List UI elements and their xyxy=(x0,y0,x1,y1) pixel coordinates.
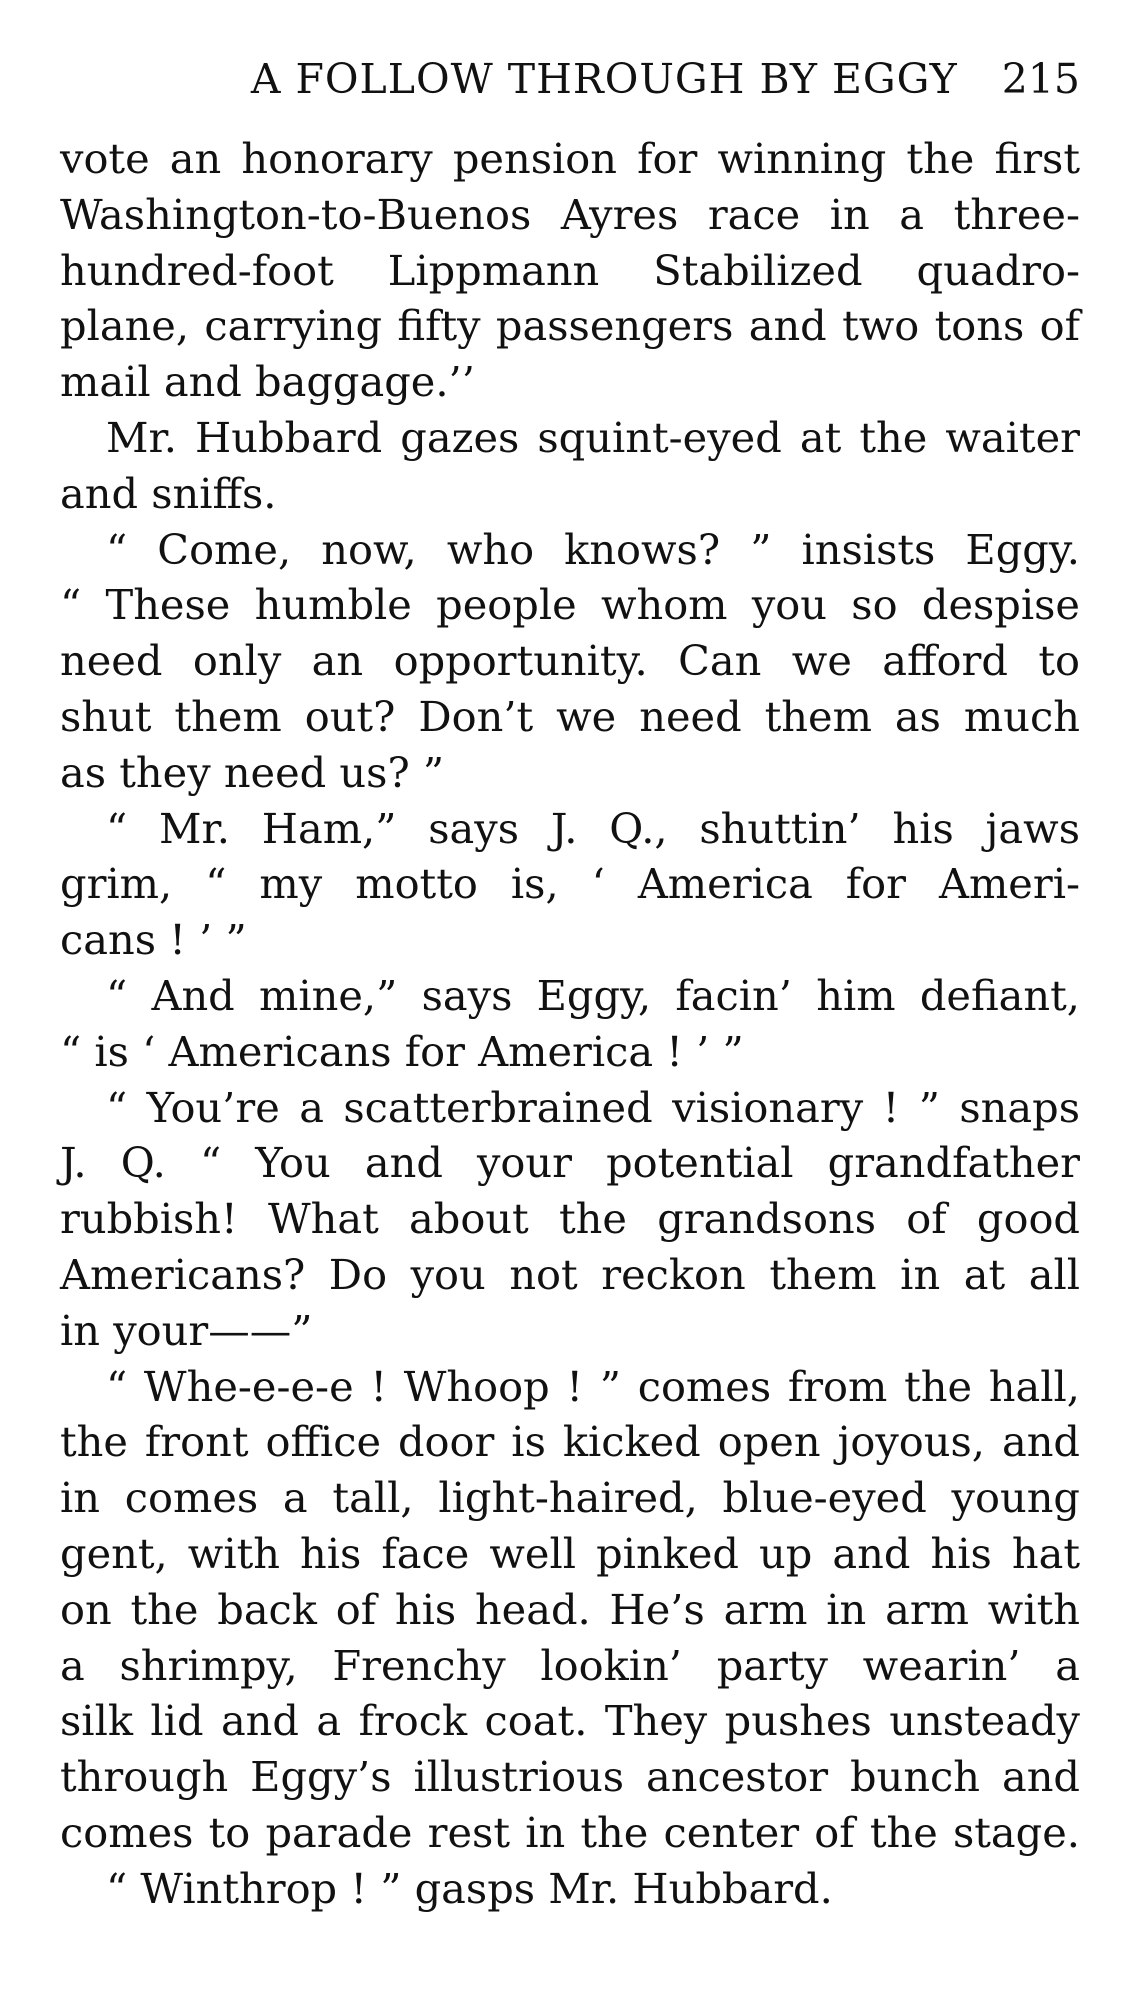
text-line: “ Mr. Ham,” says J. Q., shuttin’ his jaws xyxy=(106,803,1080,853)
text-line: and sniffs. xyxy=(60,468,277,518)
text-line: Mr. Hubbard gazes squint-eyed at the waiter xyxy=(106,412,1080,462)
text-line: comes to parade rest in the center of the stage. xyxy=(60,1807,1080,1857)
text-line: grim, “ my motto is, ‘ America for Ameri- xyxy=(60,859,1080,909)
text-line: Americans? Do you not reckon them in at all xyxy=(60,1249,1080,1299)
text-line: shut them out? Don’t we need them as much xyxy=(60,691,1080,741)
text-line: a shrimpy, Frenchy lookin’ party wearin’ a xyxy=(60,1640,1080,1690)
book-page xyxy=(60,55,1080,1917)
page-header xyxy=(60,55,1080,117)
text-line: the front office door is kicked open joyous, and xyxy=(60,1417,1080,1467)
text-line: plane, carrying fifty passengers and two tons of xyxy=(60,301,1080,351)
page-number: 215 xyxy=(1001,55,1080,103)
text-line: “ Whe-e-e-e ! Whoop ! ” comes from the hall, xyxy=(106,1361,1080,1411)
text-line: hundred-foot Lippmann Stabilized quadro- xyxy=(60,245,1080,295)
text-line: “ You’re a scatterbrained visionary ! ” snaps xyxy=(106,1082,1080,1132)
text-line: J. Q. “ You and your potential grandfather xyxy=(60,1138,1080,1188)
text-line: “ These humble people whom you so despise xyxy=(60,580,1080,630)
text-line: “ Winthrop ! ” gasps Mr. Hubbard. xyxy=(106,1863,833,1913)
body-text xyxy=(60,131,1080,1917)
text-line: in comes a tall, light-haired, blue-eyed young xyxy=(60,1473,1080,1523)
text-line: through Eggy’s illustrious ancestor bunch and xyxy=(60,1752,1080,1802)
text-line: cans ! ’ ” xyxy=(60,915,247,965)
text-line: on the back of his head. He’s arm in arm with xyxy=(60,1584,1080,1634)
text-line: silk lid and a frock coat. They pushes unsteady xyxy=(60,1696,1080,1746)
text-line: Washington-to-Buenos Ayres race in a three- xyxy=(60,189,1080,239)
text-line: “ Come, now, who knows? ” insists Eggy. xyxy=(106,524,1080,574)
text-line: as they need us? ” xyxy=(60,747,445,797)
text-line: vote an honorary pension for winning the first xyxy=(60,134,1080,183)
running-head: A FOLLOW THROUGH BY EGGY xyxy=(250,55,958,103)
text-line: gent, with his face well pinked up and his hat xyxy=(60,1528,1080,1578)
text-line: in your——” xyxy=(60,1305,313,1355)
text-line: rubbish! What about the grandsons of good xyxy=(60,1194,1080,1244)
text-line: “ And mine,” says Eggy, facin’ him defiant, xyxy=(106,970,1080,1020)
text-line: “ is ‘ Americans for America ! ’ ” xyxy=(60,1026,744,1076)
text-line: need only an opportunity. Can we afford to xyxy=(60,636,1080,686)
text-line: mail and baggage.’’ xyxy=(60,357,475,407)
